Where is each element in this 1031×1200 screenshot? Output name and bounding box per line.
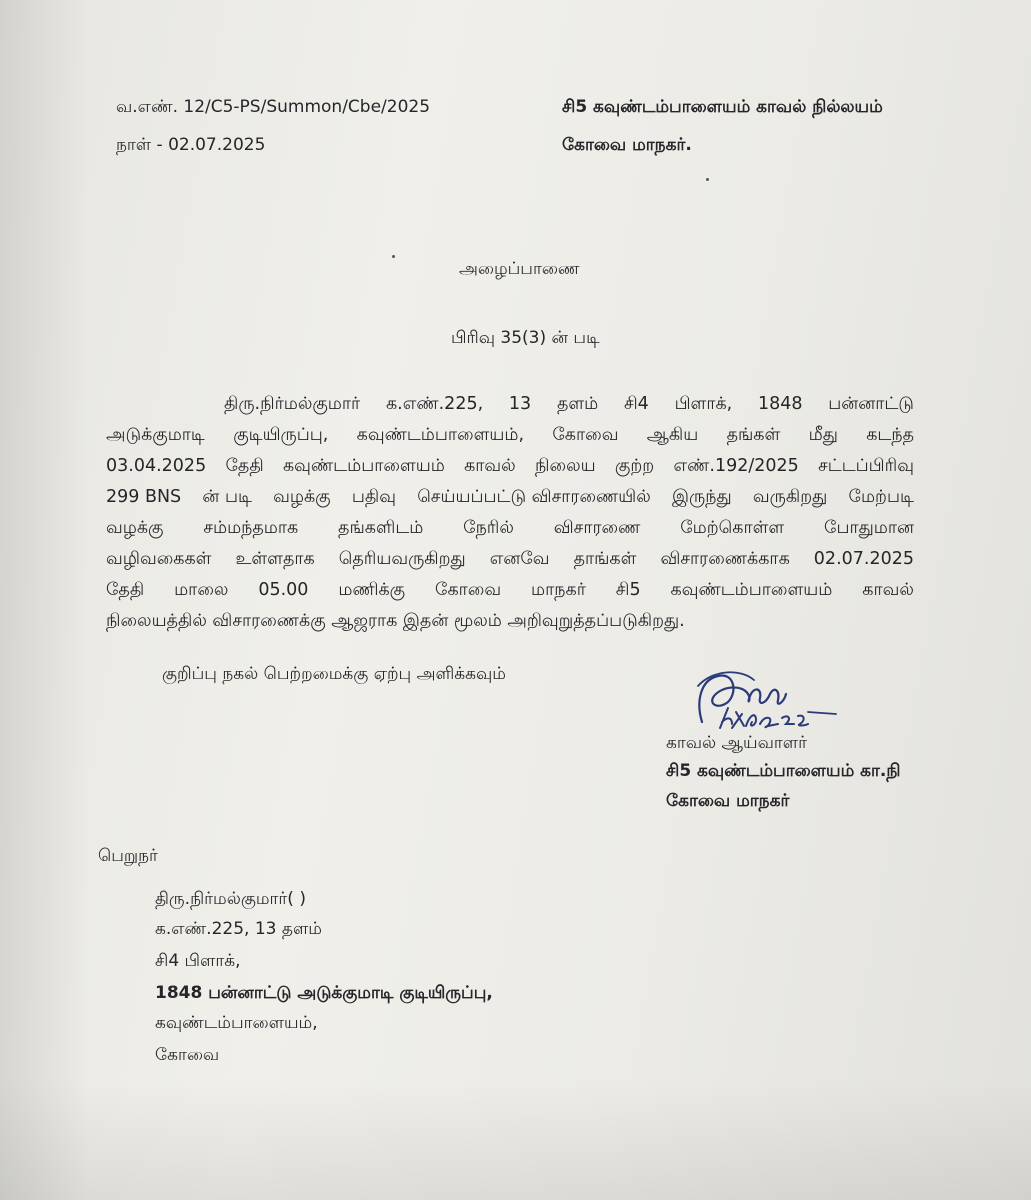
body-line: வழிவகைகள் உள்ளதாக தெரியவருகிறது எனவே தாங்கள் விசாரணைக்காக 02.07.2025 xyxy=(106,549,914,569)
body-line: வழக்கு சம்மந்தமாக தங்களிடம் நேரில் விசாரணை மேற்கொள்ள போதுமான xyxy=(106,518,914,538)
document-title: அழைப்பாணை xyxy=(459,259,580,279)
recipient-address-line: கவுண்டம்பாளையம், xyxy=(155,1013,318,1033)
station-city: கோவை மாநகர். xyxy=(562,135,692,155)
handwritten-signature xyxy=(688,666,858,738)
paper-shadow-bottom xyxy=(0,1080,1031,1200)
body-paragraph xyxy=(106,394,914,642)
recipient-address-line: 1848 பன்னாட்டு அடுக்குமாடி குடியிருப்பு, xyxy=(155,983,493,1003)
body-line: 299 BNS ன் படி வழக்கு பதிவு செய்யப்பட்டு விசாரணையில் இருந்து வருகிறது மேற்படி xyxy=(106,487,914,507)
recipient-address-line: சி4 பிளாக், xyxy=(155,951,241,971)
receipt-note: குறிப்பு நகல் பெற்றமைக்கு ஏற்பு அளிக்கவும் xyxy=(162,664,506,684)
issue-date: நாள் - 02.07.2025 xyxy=(116,135,266,155)
station-name: சி5 கவுண்டம்பாளையம் காவல் நில்லயம் xyxy=(562,97,883,117)
recipient-address-line: க.எண்.225, 13 தளம் xyxy=(155,919,322,939)
signatory-city: கோவை மாநகர் xyxy=(666,791,790,811)
body-line: 03.04.2025 தேதி கவுண்டம்பாளையம் காவல் நிலைய குற்ற எண்.192/2025 சட்டப்பிரிவு xyxy=(106,456,914,476)
signatory-station: சி5 கவுண்டம்பாளையம் கா.நி xyxy=(666,761,901,781)
paper-speck xyxy=(392,255,395,258)
body-line: திரு.நிர்மல்குமார் க.எண்.225, 13 தளம் சி4 பிளாக், 1848 பன்னாட்டு xyxy=(224,394,914,414)
reference-number: வ.எண். 12/C5-PS/Summon/Cbe/2025 xyxy=(116,97,431,117)
body-line: அடுக்குமாடி குடியிருப்பு, கவுண்டம்பாளையம், கோவை ஆகிய தங்கள் மீது கடந்த xyxy=(106,425,914,445)
body-line: தேதி மாலை 05.00 மணிக்கு கோவை மாநகர் சி5 கவுண்டம்பாளையம் காவல் xyxy=(106,580,914,600)
paper-shadow xyxy=(0,0,90,1200)
recipient-label: பெறுநர் xyxy=(98,846,158,866)
document-subtitle: பிரிவு 35(3) ன் படி xyxy=(451,328,600,348)
recipient-address-line: கோவை xyxy=(155,1045,220,1065)
paper-speck xyxy=(706,178,709,181)
signatory-designation: காவல் ஆய்வாளர் xyxy=(666,733,807,753)
body-line: நிலையத்தில் விசாரணைக்கு ஆஜராக இதன் மூலம் அறிவுறுத்தப்படுகிறது. xyxy=(106,611,685,631)
recipient-address-line: திரு.நிர்மல்குமார்( ) xyxy=(155,889,306,909)
